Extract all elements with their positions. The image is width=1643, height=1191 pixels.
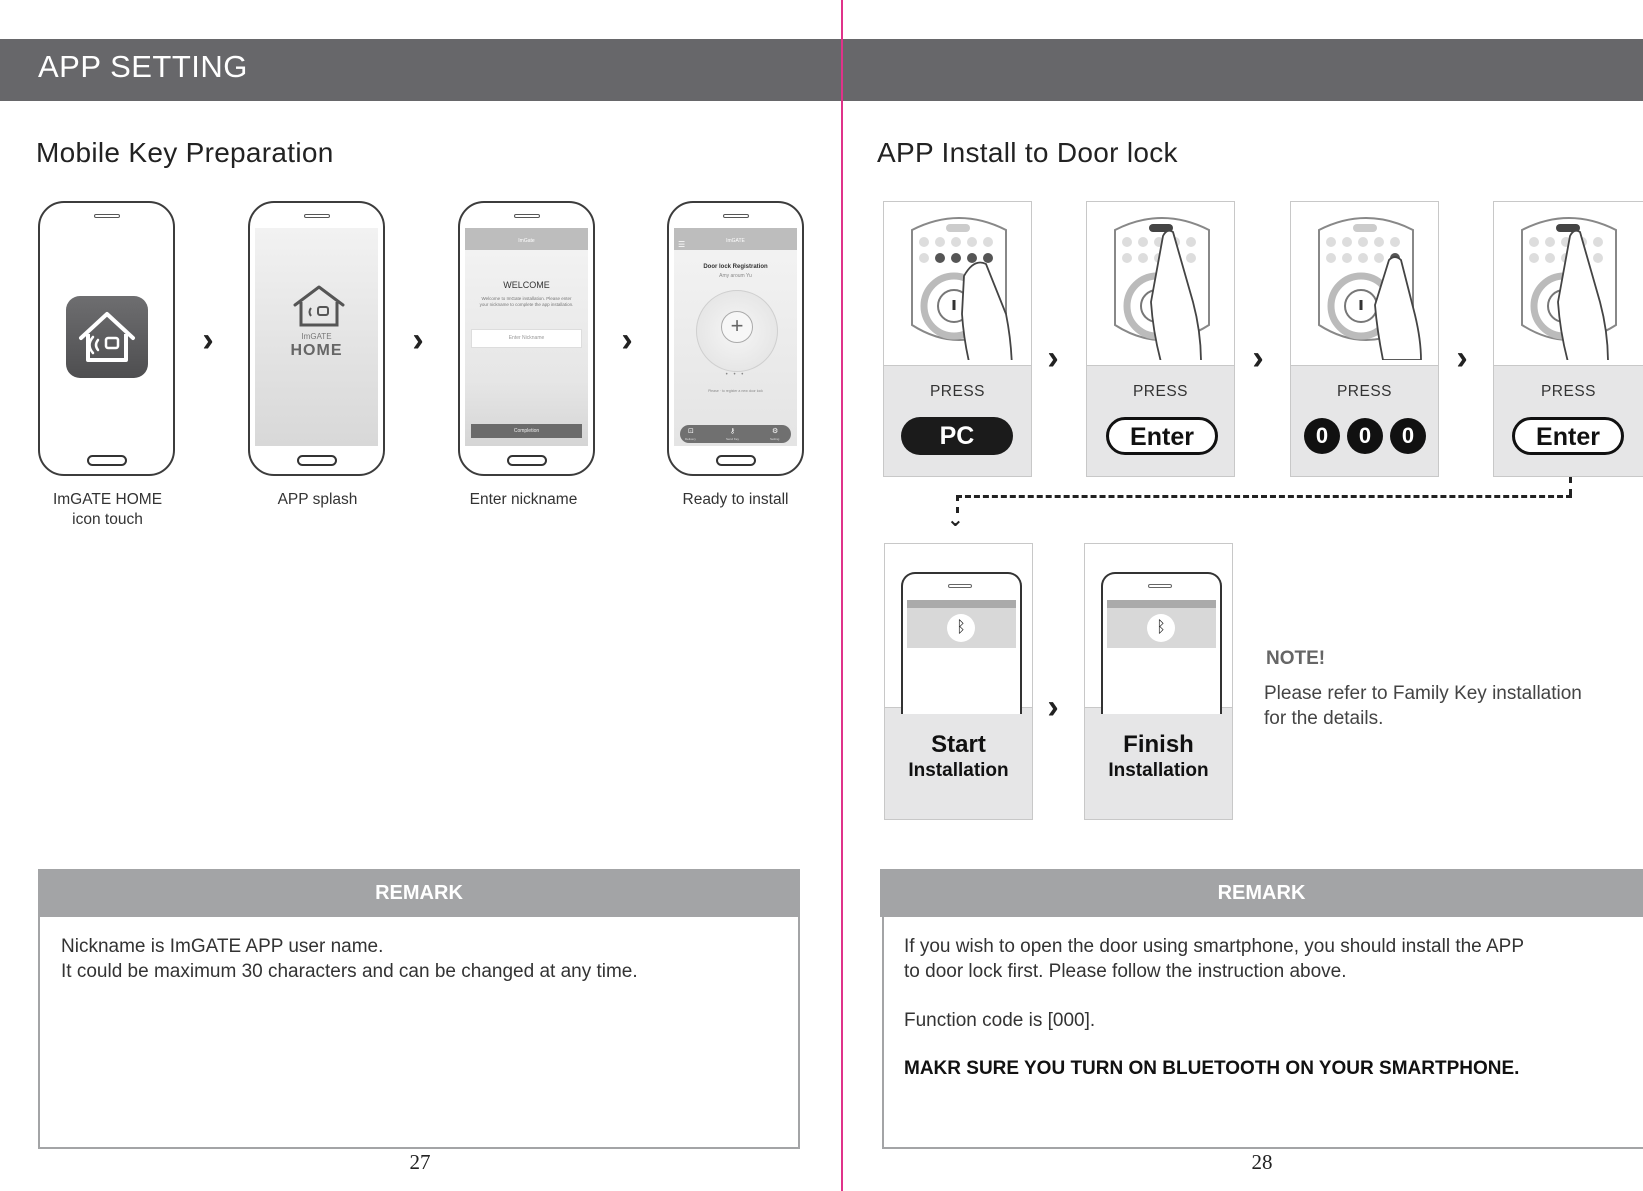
phone-speaker [304,214,330,218]
phone-home-button [716,455,756,466]
splash-brand-small: ImGATE [301,332,332,341]
ready-screen [674,228,797,446]
connector-line [956,495,1572,498]
press-step-pc [883,201,1032,477]
zero-key: 0 [1304,418,1340,454]
phone-speaker [1148,584,1172,588]
caption-line: ImGATE HOME [52,491,163,508]
phone-screen [907,600,1016,648]
right-remark-title: REMARK [880,869,1643,917]
tab-label: Delivery [685,437,696,441]
completion-button[interactable]: Completion [471,424,582,438]
left-section-title: Mobile Key Preparation [36,137,334,168]
press-step-function-code [1290,201,1439,477]
press-label: PRESS [1540,383,1597,400]
zero-key: 0 [1390,418,1426,454]
left-remark-title: REMARK [38,869,800,917]
remark-line: If you wish to open the door using smartphone, you should install the APP [904,936,1524,957]
remark-line: Function code is [000]. [904,1010,1096,1031]
press-label: PRESS [1336,383,1393,400]
page-divider [841,0,843,1191]
phone-illustration [885,544,1032,708]
nickname-input[interactable]: Enter Nickname [471,329,582,348]
status-bar [1107,600,1216,608]
press-step-enter-confirm [1493,201,1643,477]
lock-illustration [1291,202,1438,366]
nickname-screen [465,228,588,446]
caption-ready-to-install: Ready to install [682,491,789,508]
step-subtitle: Installation [908,760,1009,781]
phone-ready-to-install [667,201,804,476]
status-bar: ImGATE [674,228,797,250]
chevron-right-icon: › [1456,339,1468,377]
press-label: PRESS [1132,383,1189,400]
registration-title: Door lock Registration [703,264,768,270]
door-lock-icon [1301,210,1431,360]
chevron-right-icon: › [1047,339,1059,377]
phone-speaker [948,584,972,588]
bluetooth-warning: MAKR SURE YOU TURN ON BLUETOOTH ON YOUR SMARTPHONE. [904,1058,1520,1079]
tab-label: Send Key [726,437,740,441]
phone-screen [1107,600,1216,648]
status-bar: ImGate [465,228,588,250]
right-remark-box [882,917,1643,1149]
remark-line: to door lock first. Please follow the instruction above. [904,961,1347,982]
left-remark-box [38,917,800,1149]
chevron-right-icon: › [202,321,214,359]
note-line: for the details. [1264,708,1384,729]
door-lock-icon [1097,210,1227,360]
caption-icon-touch [20,490,195,530]
phone-illustration [1085,544,1232,708]
tab-label: Setting [770,437,780,441]
press-label: PRESS [929,383,986,400]
right-section-title: APP Install to Door lock [877,137,1178,168]
door-lock-icon [1504,210,1634,360]
step-title: Start [931,731,986,758]
arrow-down-icon: ⌄ [947,509,964,531]
chevron-right-icon: › [621,321,633,359]
chevron-right-icon: › [412,321,424,359]
lock-illustration [1087,202,1234,366]
page-number-right: 28 [1251,1150,1273,1174]
phone-enter-nickname [458,201,595,476]
page-number-left: 27 [409,1150,431,1174]
phone-outline [1101,572,1222,714]
phone-app-splash [248,201,385,476]
caption-line: icon touch [72,511,143,528]
pager-dots: • • • [725,372,746,378]
connector-line [1569,477,1572,495]
settings-icon[interactable]: ⚙ [772,428,779,435]
registration-hint: Please · to register a new door lock [708,389,763,393]
bluetooth-icon: ᛒ [947,614,975,642]
chevron-right-icon: › [1252,339,1264,377]
lock-illustration [884,202,1031,366]
door-lock-icon [894,210,1024,360]
zero-key: 0 [1347,418,1383,454]
finish-installation-step [1084,543,1233,820]
welcome-title: WELCOME [503,280,550,290]
page-title: APP SETTING [38,49,248,84]
press-step-enter [1086,201,1235,477]
caption-app-splash: APP splash [277,491,358,508]
chevron-right-icon: › [1047,688,1059,726]
note-line: Please refer to Family Key installation [1264,683,1582,704]
phone-icon-touch [38,201,175,476]
welcome-text: Welcome to ImGate installation. Please enter your nickname to complete the app installation. [479,296,574,307]
house-icon [289,283,349,328]
status-bar [907,600,1016,608]
step-title: Finish [1123,731,1194,758]
imgate-app-icon [66,296,148,378]
registration-subtitle: Amy aroum Yu [719,273,752,279]
step-subtitle: Installation [1108,760,1209,781]
phone-outline [901,572,1022,714]
menu-icon: ☰ [678,240,686,249]
phone-speaker [94,214,120,218]
remark-line: It could be maximum 30 characters and can be changed at any time. [61,961,638,982]
start-installation-step [884,543,1033,820]
remark-line: Nickname is ImGATE APP user name. [61,936,384,957]
key-icon[interactable]: ⚷ [730,428,736,435]
caption-enter-nickname: Enter nickname [469,491,578,508]
delivery-icon[interactable]: ⊡ [688,428,694,435]
phone-speaker [514,214,540,218]
lock-illustration [1494,202,1643,366]
note-title: NOTE! [1266,648,1326,669]
phone-speaker [723,214,749,218]
bluetooth-icon: ᛒ [1147,614,1175,642]
phone-home-button [297,455,337,466]
pc-key: PC [901,417,1013,455]
enter-key: Enter [1512,417,1624,455]
phone-home-button [507,455,547,466]
enter-key: Enter [1106,417,1218,455]
phone-home-button [87,455,127,466]
house-icon [66,296,148,378]
note-text [1264,681,1582,731]
splash-screen [255,228,378,446]
add-lock-button[interactable]: + [721,311,753,343]
tab-bar [680,425,791,443]
splash-brand: HOME [290,342,343,359]
